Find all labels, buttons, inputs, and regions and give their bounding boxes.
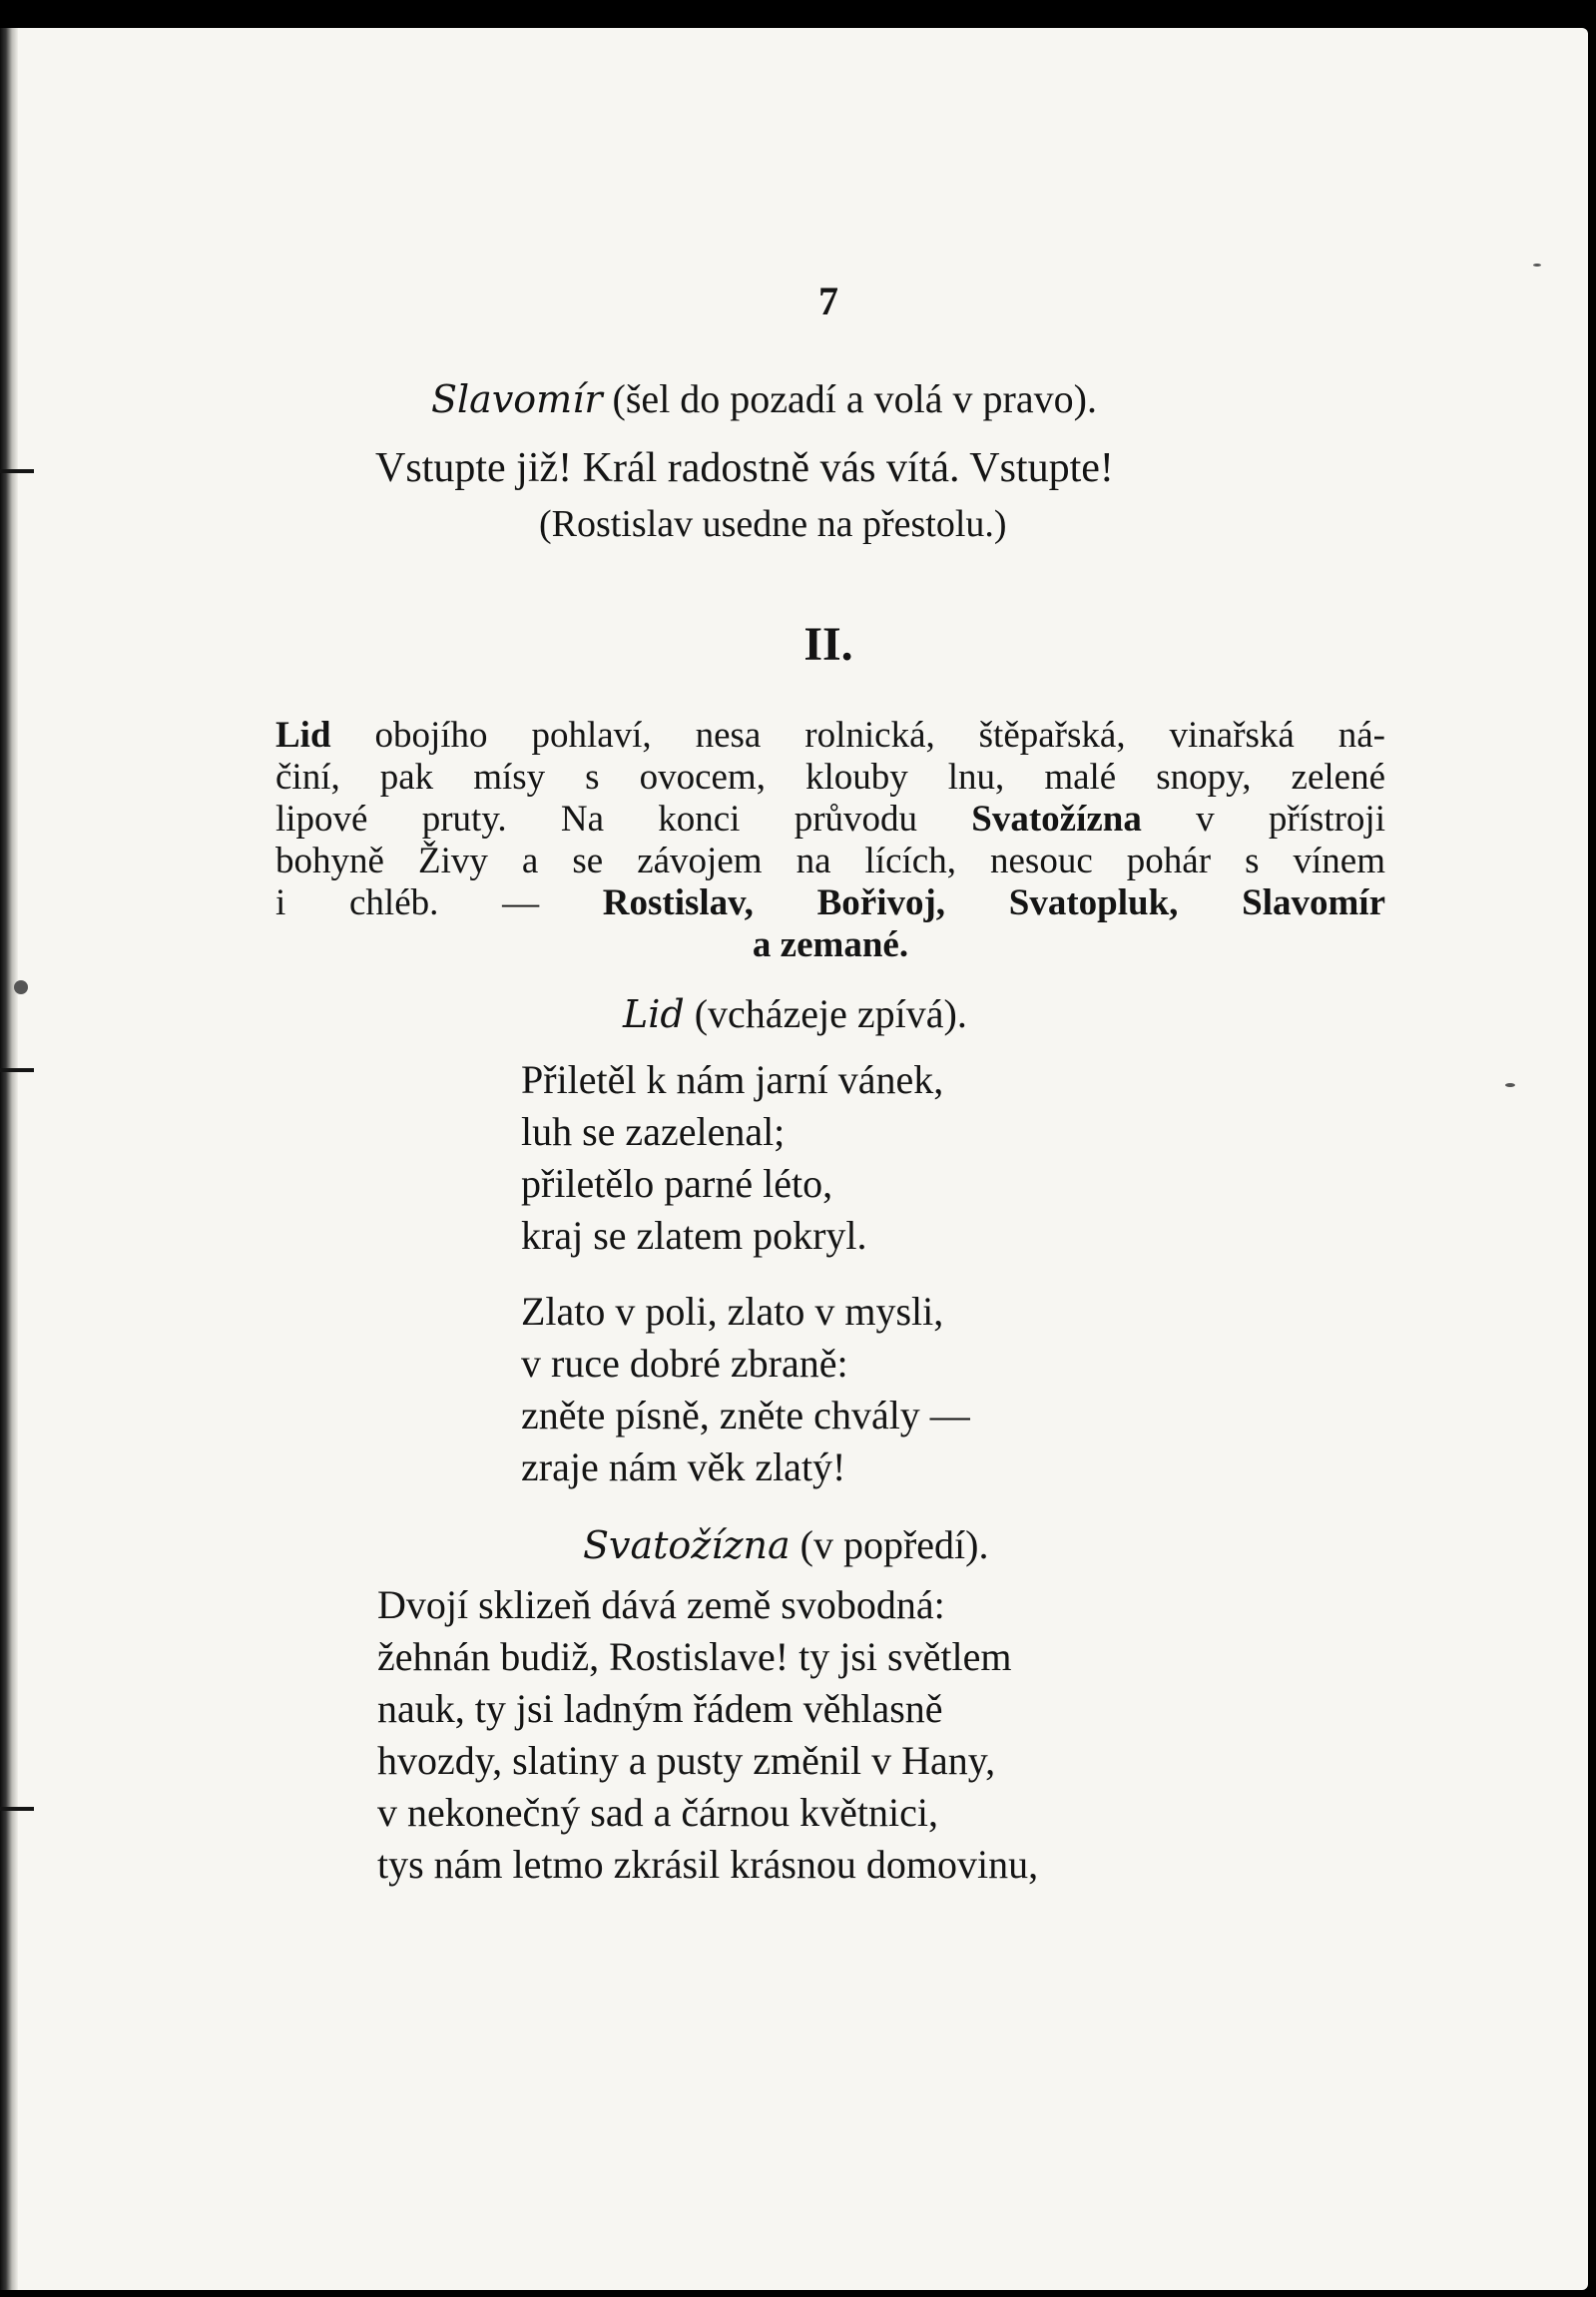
stage-direction: (vcházeje zpívá).: [694, 991, 967, 1036]
section-heading: II.: [803, 618, 853, 671]
speaker-name: Svatožízna: [583, 1523, 791, 1567]
speech-line: nauk, ty jsi ladným řádem věhlasně: [377, 1686, 943, 1731]
scene-description-line: činí, pak mísy s ovocem, klouby lnu, malé snopy, zelené: [275, 757, 1385, 798]
ink-speck: [1505, 1083, 1515, 1087]
binding-mark: [0, 1807, 34, 1811]
speaker-name: Lid: [623, 992, 685, 1036]
cast-name: Lid: [275, 715, 331, 756]
ink-speck: [14, 980, 28, 994]
page-binding-edge: [0, 28, 18, 2290]
speech-line: v nekonečný sad a čárnou květnici,: [377, 1790, 939, 1835]
stage-direction: (šel do pozadí a volá v pravo).: [612, 376, 1097, 421]
speaker-name: Slavomír: [431, 377, 603, 421]
scene-description-last-line: a zemané.: [752, 924, 909, 965]
speech-line: hvozdy, slatiny a pusty změnil v Hany,: [377, 1738, 996, 1783]
opening-cue: [431, 376, 1097, 421]
verse-line: Přiletěl k nám jarní vánek,: [521, 1057, 944, 1102]
scene-description-line: i chléb. — Rostislav, Bořivoj, Svatopluk, Slavomír: [275, 882, 1386, 923]
cast-names: Rostislav, Bořivoj, Svatopluk, Slavomír: [602, 882, 1386, 923]
verse-line: v ruce dobré zbraně:: [521, 1341, 848, 1386]
verse-line: zněte písně, zněte chvály —: [521, 1393, 970, 1437]
page-number: 7: [818, 279, 838, 323]
spoken-line: Vstupte již! Král radostně vás vítá. Vstupte!: [375, 445, 1114, 491]
binding-mark: [0, 1068, 34, 1072]
stage-note: (Rostislav usedne na přestolu.): [539, 503, 1007, 545]
verse-line: přiletělo parné léto,: [521, 1161, 833, 1206]
ink-speck: [1533, 264, 1541, 267]
binding-mark: [0, 469, 34, 473]
address-cue: [583, 1522, 989, 1567]
cast-name: Svatožízna: [971, 799, 1142, 840]
book-page: [0, 28, 1588, 2290]
scene-description-line: bohyně Živy a se závojem na lících, nesouc pohár s vínem: [275, 841, 1385, 881]
verse-line: luh se zazelenal;: [521, 1109, 786, 1154]
song-cue: [623, 991, 967, 1036]
scene-description-line: Lid obojího pohlaví, nesa rolnická, štěpařská, vinařská ná-: [275, 715, 1385, 756]
speech-line: žehnán budiž, Rostislave! ty jsi světlem: [377, 1634, 1012, 1679]
speech-line: tys nám letmo zkrásil krásnou domovinu,: [377, 1842, 1039, 1887]
verse-line: Zlato v poli, zlato v mysli,: [521, 1289, 944, 1334]
scene-description-line: lipové pruty. Na konci průvodu Svatožízna v přístroji: [275, 799, 1385, 840]
verse-line: kraj se zlatem pokryl.: [521, 1213, 867, 1258]
stage-direction: (v popředí).: [799, 1522, 989, 1567]
verse-line: zraje nám věk zlatý!: [521, 1444, 846, 1489]
speech-line: Dvojí sklizeň dává země svobodná:: [377, 1582, 945, 1627]
